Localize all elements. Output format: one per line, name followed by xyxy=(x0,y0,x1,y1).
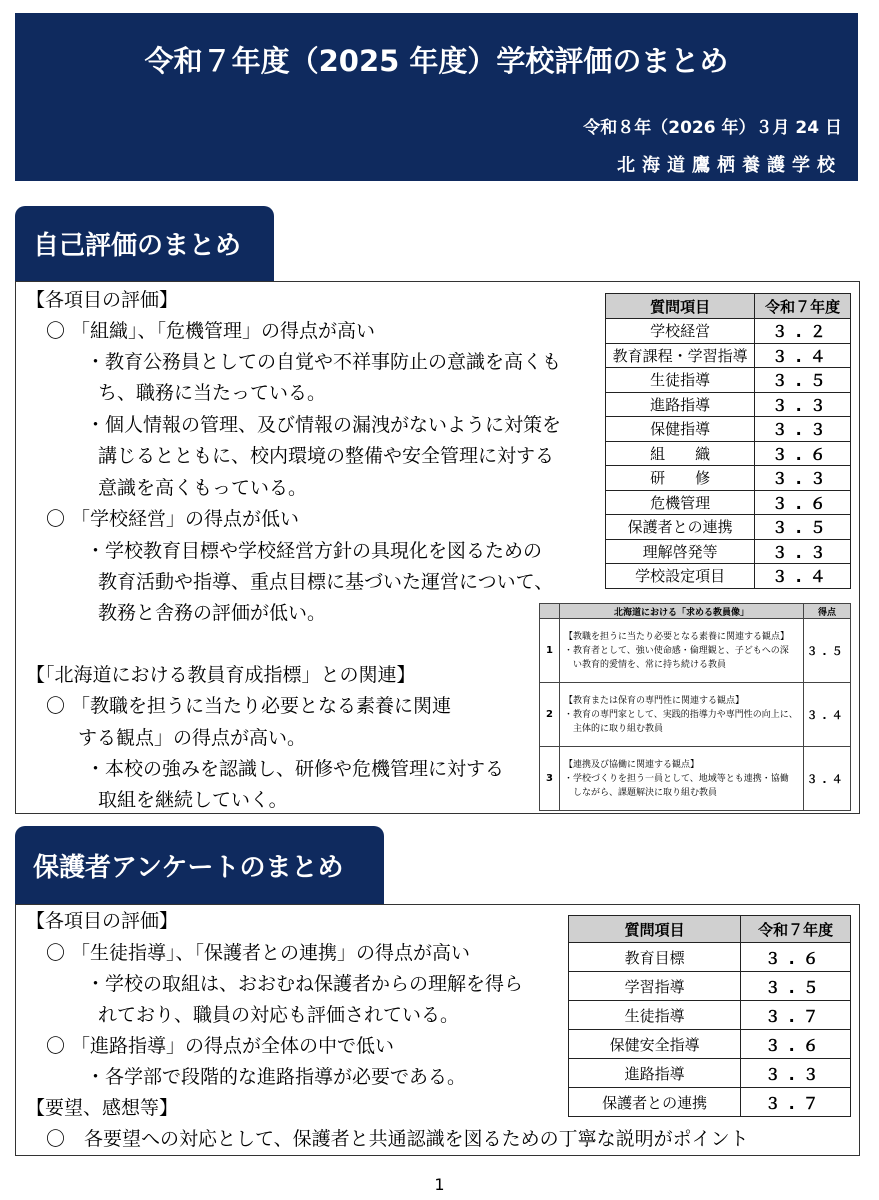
viewpoint-cell xyxy=(559,747,803,811)
viewpoint-text: 【連携及び協働に関連する観点】 xyxy=(563,759,699,770)
item-cell: 教育目標 xyxy=(569,943,741,972)
page-title: 令和７年度（2025 年度）学校評価のまとめ xyxy=(144,44,729,78)
teacher-profile-table xyxy=(539,603,851,811)
item-cell: 生徒指導 xyxy=(569,1001,741,1030)
score-cell: ３.３ xyxy=(755,417,851,442)
item-cell: 教育課程・学習指導 xyxy=(606,343,755,368)
table-row xyxy=(540,619,851,683)
self-eval-line: ・学校教育目標や学校経営方針の具現化を図るための xyxy=(86,540,543,562)
score-cell: ３.３ xyxy=(755,466,851,491)
parent-survey-heading: 保護者アンケートのまとめ xyxy=(15,826,384,904)
row-number: 3 xyxy=(540,747,560,811)
score-cell: ３.３ xyxy=(755,392,851,417)
table-row xyxy=(606,441,851,466)
score-cell: ３.６ xyxy=(741,1030,851,1059)
viewpoint-text: い教育的愛情を、常に持ち続ける教員 xyxy=(563,659,726,670)
self-eval-line: 〇 「組織」、「危機管理」の得点が高い xyxy=(46,320,376,342)
self-eval-score-table xyxy=(605,293,851,589)
parent-survey-line: 【要望、感想等】 xyxy=(26,1097,179,1119)
item-cell: 進路指導 xyxy=(606,392,755,417)
score-cell: ３.４ xyxy=(804,683,851,747)
viewpoint-text: ・学校づくりを担う一員として、地域等とも連携・協働 xyxy=(563,773,789,784)
table-row xyxy=(540,683,851,747)
item-cell: 学校経営 xyxy=(606,319,755,344)
viewpoint-text: 主体的に取り組む教員 xyxy=(563,723,663,734)
item-cell: 保護者との連携 xyxy=(606,515,755,540)
parent-survey-line: 〇 「生徒指導」、「保護者との連携」の得点が高い xyxy=(46,942,471,964)
item-cell: 組 織 xyxy=(606,441,755,466)
parent-survey-score-table xyxy=(568,915,851,1117)
viewpoint-cell xyxy=(559,683,803,747)
self-eval-line: 教務と舎務の評価が低い。 xyxy=(98,602,327,624)
table-row xyxy=(569,1088,851,1117)
table-row xyxy=(606,564,851,589)
table-row xyxy=(606,319,851,344)
table-row xyxy=(606,368,851,393)
column-header: 得点 xyxy=(804,604,851,619)
item-cell: 保健指導 xyxy=(606,417,755,442)
item-cell: 保健安全指導 xyxy=(569,1030,741,1059)
item-cell: 生徒指導 xyxy=(606,368,755,393)
item-cell: 研 修 xyxy=(606,466,755,491)
score-cell: ３.６ xyxy=(755,441,851,466)
score-cell: ３.５ xyxy=(804,619,851,683)
column-header: 質問項目 xyxy=(569,916,741,943)
score-cell: ３.３ xyxy=(755,539,851,564)
parent-survey-line: 【各項目の評価】 xyxy=(26,910,179,932)
table-row xyxy=(569,1001,851,1030)
item-cell: 保護者との連携 xyxy=(569,1088,741,1117)
row-number: 2 xyxy=(540,683,560,747)
row-number: 1 xyxy=(540,619,560,683)
title-banner xyxy=(15,13,858,181)
column-header: 北海道における「求める教員像」 xyxy=(559,604,803,619)
table-row xyxy=(606,490,851,515)
item-cell: 学校設定項目 xyxy=(606,564,755,589)
item-cell: 危機管理 xyxy=(606,490,755,515)
score-cell: ３.７ xyxy=(741,1088,851,1117)
table-row xyxy=(606,343,851,368)
self-eval-line: ・本校の強みを認識し、研修や危機管理に対する xyxy=(86,758,505,780)
score-cell: ３.４ xyxy=(804,747,851,811)
score-cell: ３.３ xyxy=(741,1059,851,1088)
parent-survey-line: ・各学部で段階的な進路指導が必要である。 xyxy=(86,1066,467,1088)
table-row xyxy=(606,515,851,540)
self-eval-line: 【「北海道における教員育成指標」との関連】 xyxy=(26,664,416,686)
table-header-row xyxy=(540,604,851,619)
self-eval-line: ・個人情報の管理、及び情報の漏洩がないように対策を xyxy=(86,414,562,436)
viewpoint-text: 【教育または保育の専門性に関連する観点】 xyxy=(563,695,744,706)
score-cell: ３.６ xyxy=(755,490,851,515)
column-header xyxy=(540,604,560,619)
column-header: 令和７年度 xyxy=(755,294,851,319)
parent-survey-line: ・学校の取組は、おおむね保護者からの理解を得ら xyxy=(86,973,524,995)
self-eval-line: 意識を高くもっている。 xyxy=(98,477,308,499)
table-row xyxy=(569,1030,851,1059)
parent-survey-line: 〇 「進路指導」の得点が全体の中で低い xyxy=(46,1035,395,1057)
item-cell: 進路指導 xyxy=(569,1059,741,1088)
viewpoint-cell xyxy=(559,619,803,683)
school-name: 北海道鷹栖養護学校 xyxy=(617,155,842,176)
table-header-row xyxy=(606,294,851,319)
self-eval-line: 教育活動や指導、重点目標に基づいた運営について、 xyxy=(98,571,554,593)
table-row xyxy=(569,1059,851,1088)
parent-survey-line: 〇 各要望への対応として、保護者と共通認識を図るための丁寧な説明がポイント xyxy=(46,1128,749,1150)
self-eval-line: する観点」の得点が高い。 xyxy=(78,727,307,749)
column-header: 令和７年度 xyxy=(741,916,851,943)
self-eval-line: 〇 「学校経営」の得点が低い xyxy=(46,508,300,530)
table-row xyxy=(569,972,851,1001)
item-cell: 理解啓発等 xyxy=(606,539,755,564)
score-cell: ３.２ xyxy=(755,319,851,344)
table-row xyxy=(606,417,851,442)
self-eval-line: 【各項目の評価】 xyxy=(26,289,179,311)
self-eval-line: 取組を継続していく。 xyxy=(98,789,288,811)
score-cell: ３.７ xyxy=(741,1001,851,1030)
page-number: 1 xyxy=(434,1175,445,1194)
score-cell: ３.５ xyxy=(741,972,851,1001)
parent-survey-line: れており、職員の対応も評価されている。 xyxy=(98,1004,460,1026)
issue-date: 令和８年（2026 年）３月 24 日 xyxy=(583,118,842,138)
score-cell: ３.４ xyxy=(755,564,851,589)
table-row xyxy=(606,392,851,417)
self-eval-line: ・教育公務員としての自覚や不祥事防止の意識を高くも xyxy=(86,351,562,373)
item-cell: 学習指導 xyxy=(569,972,741,1001)
self-eval-line: 講じるとともに、校内環境の整備や安全管理に対する xyxy=(98,445,555,467)
score-cell: ３.５ xyxy=(755,368,851,393)
table-row xyxy=(569,943,851,972)
viewpoint-text: 【教職を担うに当たり必要となる素養に関連する観点】 xyxy=(563,631,789,642)
self-eval-line: ち、職務に当たっている。 xyxy=(98,382,327,404)
score-cell: ３.４ xyxy=(755,343,851,368)
table-row xyxy=(606,466,851,491)
viewpoint-text: ・教育者として、強い使命感・倫理観と、子どもへの深 xyxy=(563,645,789,656)
self-eval-line: 〇 「教職を担うに当たり必要となる素養に関連 xyxy=(46,695,452,717)
table-row xyxy=(540,747,851,811)
viewpoint-text: ・教育の専門家として、実践的指導力や専門性の向上に、 xyxy=(563,709,798,720)
score-cell: ３.５ xyxy=(755,515,851,540)
table-header-row xyxy=(569,916,851,943)
column-header: 質問項目 xyxy=(606,294,755,319)
table-row xyxy=(606,539,851,564)
score-cell: ３.６ xyxy=(741,943,851,972)
self-eval-heading: 自己評価のまとめ xyxy=(15,206,274,281)
viewpoint-text: しながら、課題解決に取り組む教員 xyxy=(563,787,717,798)
